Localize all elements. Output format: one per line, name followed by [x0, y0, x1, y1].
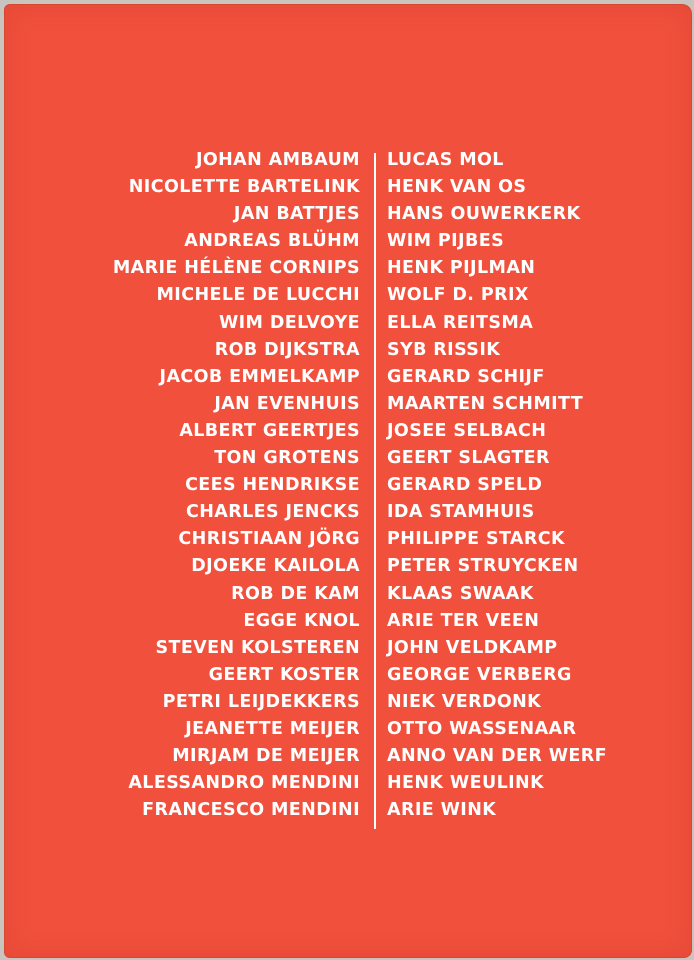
contributor-name: JACOB EMMELKAMP [159, 366, 360, 387]
contributor-name: ANNO VAN DER WERF [387, 746, 607, 767]
contributor-name: SYB RISSIK [387, 339, 501, 360]
contributor-name: ARIE TER VEEN [387, 610, 540, 631]
name-column-left [113, 147, 360, 824]
contributor-name: TON GROTENS [214, 448, 360, 469]
contributor-name: ALBERT GEERTJES [179, 420, 360, 441]
contributor-name: MIRJAM DE MEIJER [172, 746, 360, 767]
contributor-name: MARIE HÉLÈNE CORNIPS [112, 258, 360, 279]
contributor-name: GEERT SLAGTER [387, 448, 550, 469]
contributor-name: HANS OUWERKERK [387, 204, 581, 225]
column-divider [374, 153, 376, 829]
contributor-name: HENK PIJLMAN [387, 258, 536, 279]
contributor-name: NIEK VERDONK [387, 691, 542, 712]
contributor-name: JEANETTE MEIJER [185, 718, 360, 739]
contributor-name: MICHELE DE LUCCHI [156, 285, 360, 306]
contributor-name: LUCAS MOL [387, 150, 504, 170]
contributor-name: FRANCESCO MENDINI [142, 800, 360, 821]
contributor-name: ARIE WINK [387, 800, 497, 821]
contributor-name: MAARTEN SCHMITT [387, 393, 584, 414]
contributor-name: STEVEN KOLSTEREN [155, 637, 360, 658]
contributor-name: OTTO WASSENAAR [387, 718, 577, 739]
contributor-name: JOHN VELDKAMP [387, 637, 558, 658]
contributor-name: ROB DIJKSTRA [214, 339, 360, 360]
contributor-name: IDA STAMHUIS [387, 502, 535, 523]
contributor-name: DJOEKE KAILOLA [191, 556, 360, 577]
contributor-name: WIM PIJBES [387, 231, 505, 252]
contributor-name: JAN BATTJES [233, 204, 360, 225]
contributor-name: PETER STRUYCKEN [387, 556, 579, 577]
contributor-name: HENK VAN OS [387, 177, 527, 198]
contributor-name: WOLF D. PRIX [387, 285, 529, 306]
contributor-name: EGGE KNOL [243, 610, 360, 631]
book-cover [4, 4, 692, 958]
name-column-right [387, 147, 607, 824]
contributor-name: CHRISTIAAN JÖRG [178, 529, 360, 550]
contributor-name: PETRI LEIJDEKKERS [162, 691, 360, 712]
contributor-name: ROB DE KAM [231, 583, 360, 604]
contributor-name: HENK WEULINK [387, 773, 545, 794]
contributor-name: PHILIPPE STARCK [387, 529, 565, 550]
contributor-name: GERARD SCHIJF [387, 366, 545, 387]
contributor-name: WIM DELVOYE [218, 312, 360, 333]
contributor-name: GEERT KOSTER [208, 664, 360, 685]
contributor-name: GERARD SPELD [387, 475, 543, 496]
contributor-name: JOSEE SELBACH [387, 420, 547, 441]
contributor-name: JOHAN AMBAUM [195, 150, 360, 170]
name-list [4, 147, 692, 832]
contributor-name: JAN EVENHUIS [214, 393, 360, 414]
contributor-name: ELLA REITSMA [387, 312, 534, 333]
contributor-name: ALESSANDRO MENDINI [128, 773, 360, 794]
contributor-name: CHARLES JENCKS [185, 502, 360, 523]
contributor-name: GEORGE VERBERG [387, 664, 572, 685]
contributor-name: CEES HENDRIKSE [185, 475, 360, 496]
contributor-name: ANDREAS BLÜHM [184, 231, 360, 252]
contributor-name: NICOLETTE BARTELINK [128, 177, 360, 198]
contributor-name: KLAAS SWAAK [387, 583, 534, 604]
